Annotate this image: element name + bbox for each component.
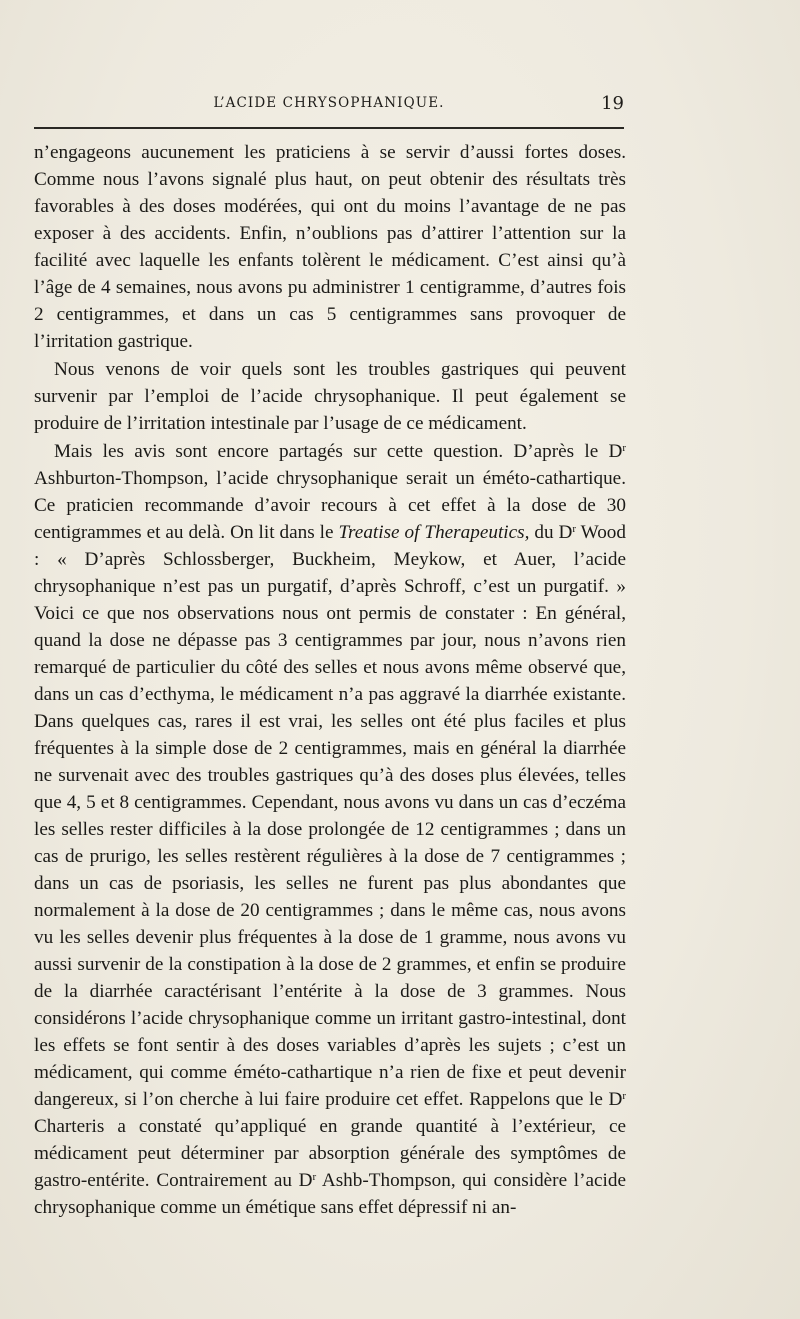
body-text (34, 139, 626, 1221)
doctor-abbrev-superscript: r (622, 442, 626, 454)
page-number: 19 (601, 93, 624, 114)
page-header (34, 93, 624, 117)
doctor-abbrev-superscript: r (312, 1171, 317, 1183)
paragraph-3-text-e: Charteris a constaté qu’appliqué en grande quantité à l’extérieur, ce médicament peut déterminer par absorption générale des symptômes de gastro-entérite. Contrairement au D (34, 1116, 626, 1191)
header-rule (34, 127, 624, 129)
paragraph-3-text-c: du D (529, 522, 573, 543)
paragraph-3-text-f: Ashb-Thompson, qui considère l’acide chrysophanique comme un émétique sans effet dépressif ni an- (34, 1170, 626, 1218)
doctor-abbrev-superscript: r (572, 523, 577, 535)
paragraph-2: Nous venons de voir quels sont les troubles gastriques qui peuvent survenir par l’emploi de l’acide chrysophanique. Il peut également se produire de l’irritation intestinale par l’usage de ce médicament. (34, 359, 626, 434)
paragraph-1: n’engageons aucunement les praticiens à se servir d’aussi fortes doses. Comme nous l’avons signalé plus haut, on peut obtenir des résultats très favorables à des doses modérées, qui ont du moins l’avantage de ne pas exposer à des accidents. Enfin, n’oublions pas d’attirer l’attention sur la facilité avec laquelle les enfants tolèrent le médicament. C’est ainsi qu’à l’âge de 4 semaines, nous avons pu administrer 1 centigramme, d’autres fois 2 centigrammes, et dans un cas 5 centigrammes sans provoquer de l’irritation gastrique. (34, 142, 626, 352)
paragraph-3-text-d: Wood : « D’après Schlossberger, Buckheim, Meykow, et Auer, l’acide chrysophanique n’est pas un purgatif, d’après Schroff, c’est un purgatif. » Voici ce que nos observations nous ont permis de constater : En général, quand la dose ne dépasse pas 3 centigrammes par jour, nous n’avons rien remarqué de particulier du côté des selles et nous avons même observé que, dans un cas d’ecthyma, le médicament n’a pas aggravé la diarrhée existante. Dans quelques cas, rares il est vrai, les selles ont été plus faciles et plus fréquentes à la simple dose de 2 centigrammes, mais en général la diarrhée ne survenait avec des troubles gastriques qu’à des doses plus élevées, telles que 4, 5 et 8 centigrammes. Cependant, nous avons vu dans un cas d’eczéma les selles rester difficiles à la dose prolongée de 12 centigrammes ; dans un cas de prurigo, les selles restèrent régulières à la dose de 7 centigrammes ; dans un cas de psoriasis, les selles ne furent pas plus abondantes que normalement à la dose de 20 centigrammes ; dans le même cas, nous avons vu les selles devenir plus fréquentes à la dose de 1 gramme, nous avons vu aussi survenir de la constipation à la dose de 2 grammes, et enfin se produire de la diarrhée caractérisant l’entérite à la dose de 3 grammes. Nous considérons l’acide chrysophanique comme un irritant gastro-intestinal, dont les effets se font sentir à des doses variables d’après les sujets ; c’est un médicament, qui comme éméto-cathartique n’a rien de fixe et peut devenir dangereux, si l’on cherche à lui faire produire cet effet. Rappelons que le D (34, 522, 626, 1110)
paragraph-3 (34, 438, 626, 1221)
running-title: L’ACIDE CHRYSOPHANIQUE. (213, 95, 445, 111)
paragraph-3-text-a: Mais les avis sont encore partagés sur cette question. D’après le D (54, 441, 623, 462)
book-title-italic: Treatise of Therapeutics, (338, 522, 530, 543)
paragraph-3-text-b: Ashburton-Thompson, l’acide chrysophanique serait un éméto-cathartique. Ce praticien recommande d’avoir recours à cet effet à la dose de 30 centigrammes et au delà. On lit dans le (34, 468, 626, 543)
doctor-abbrev-superscript: r (622, 1090, 626, 1102)
